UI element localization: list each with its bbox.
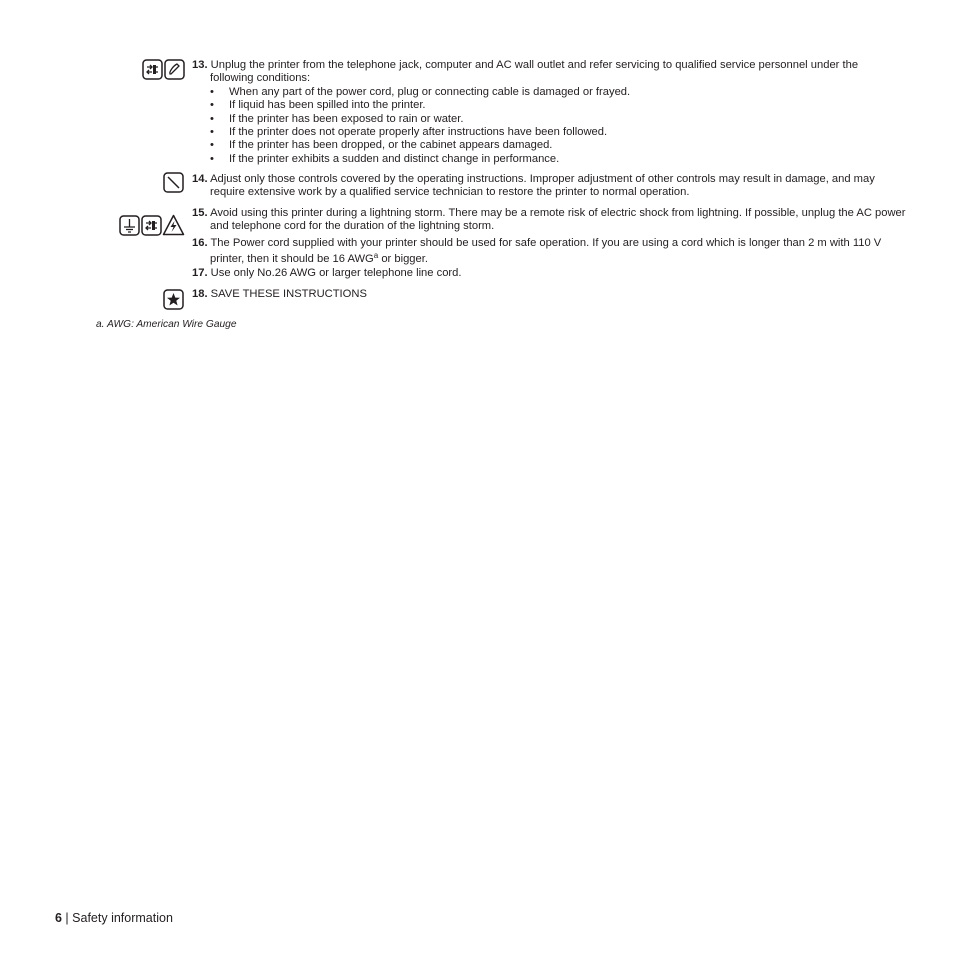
item-number: 18. <box>192 288 208 300</box>
item-text: Adjust only those controls covered by the operating instructions. Improper adjustment of other controls may result in damage, and may require extensive work by a qualified service technician to restore the printer to normal operation. <box>210 173 875 199</box>
instruction-item-18 <box>192 288 912 301</box>
section-title: Safety information <box>72 911 173 925</box>
item-number: 16. <box>192 237 208 249</box>
list-item: • When any part of the power cord, plug or connecting cable is damaged or frayed. <box>192 86 894 99</box>
footer-separator: | <box>61 911 73 925</box>
unplug-icon <box>142 59 163 80</box>
lightning-warning-icon <box>162 214 185 236</box>
item-text: Use only No.26 AWG or larger telephone line cord. <box>210 267 462 279</box>
item-text: The Power cord supplied with your printer should be used for safe operation. If you are using a cord which is longer than 2 m with 110 V printer, then it should be 16 AWG <box>210 237 882 265</box>
instruction-item-13 <box>192 59 894 166</box>
item-13-text <box>192 59 894 86</box>
page-footer <box>55 912 173 925</box>
item-number: 13. <box>192 59 208 71</box>
star-icon <box>163 289 184 310</box>
item-number: 17. <box>192 267 208 279</box>
list-item: • If the printer does not operate properly after instructions have been followed. <box>192 126 894 139</box>
list-item: • If the printer has been exposed to rain or water. <box>192 113 894 126</box>
item-text: Avoid using this printer during a lightning storm. There may be a remote risk of electric shock from lightning. If possible, unplug the AC power and telephone cord for the duration of the lightning storm. <box>210 207 906 233</box>
page-number: 6 <box>55 911 62 925</box>
footnote-mark: a <box>373 250 379 260</box>
list-item: • If liquid has been spilled into the printer. <box>192 99 894 112</box>
list-item: • If the printer has been dropped, or the cabinet appears damaged. <box>192 139 894 152</box>
item-text: SAVE THESE INSTRUCTIONS <box>210 288 367 300</box>
item-number: 14. <box>192 173 208 185</box>
instruction-item-15 <box>192 207 912 234</box>
instruction-item-14 <box>192 173 912 200</box>
condition-list <box>192 86 894 166</box>
footnote: a. AWG: American Wire Gauge <box>96 319 237 330</box>
instruction-item-16 <box>192 236 912 267</box>
telephone-icon <box>164 59 185 80</box>
item-text-end: or bigger. <box>378 252 428 265</box>
unplug-icon <box>141 215 162 236</box>
list-item: • If the printer exhibits a sudden and distinct change in performance. <box>192 153 894 166</box>
instruction-item-17 <box>192 267 912 280</box>
ground-icon <box>119 215 140 236</box>
item-number: 15. <box>192 207 208 219</box>
adjust-controls-icon <box>163 172 184 193</box>
item-text: Unplug the printer from the telephone jack, computer and AC wall outlet and refer servicing to qualified service personnel under the following conditions: <box>210 59 859 85</box>
